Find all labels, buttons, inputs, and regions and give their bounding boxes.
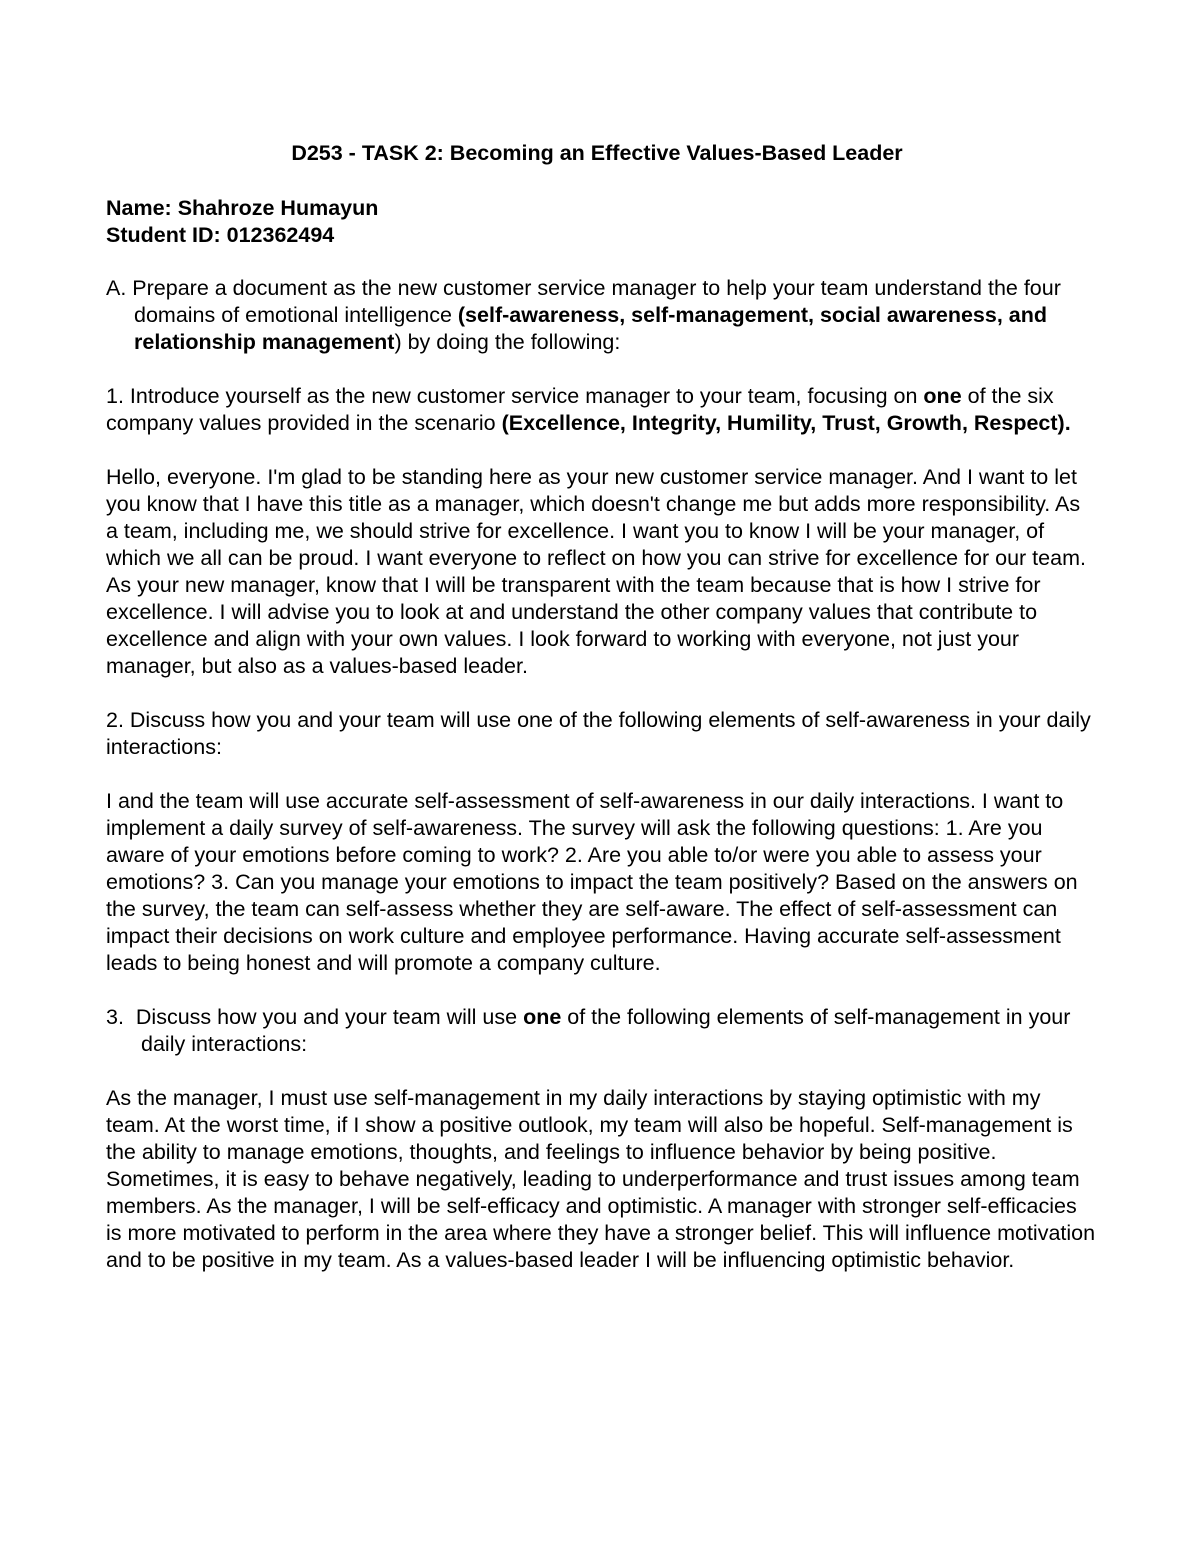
student-name: Name: Shahroze Humayun xyxy=(106,196,379,220)
question-1-text: 1. Introduce yourself as the new customer service manager to your team, focusing on xyxy=(106,384,924,408)
question-1-values: (Excellence, Integrity, Humility, Trust, Growth, Respect). xyxy=(501,411,1071,435)
answer-1: Hello, everyone. I'm glad to be standing here as your new customer service manager. And I want to let you know that I have this title as a manager, which doesn't change me but adds more responsibility. As a team, including me, we should strive for excellence. I want you to know I will be your manager, of which we all can be proud. I want everyone to reflect on how you can strive for excellence for our team. As your new manager, know that I will be transparent with the team because that is how I strive for excellence. I will advise you to look at and understand the other company values that contribute to excellence and align with your own values. I look forward to working with everyone, not just your manager, but also as a values-based leader. xyxy=(106,465,1086,678)
question-1 xyxy=(106,383,1096,437)
student-info xyxy=(106,195,1096,249)
document-page xyxy=(106,140,1096,1274)
question-1-emphasis: one xyxy=(923,384,962,408)
section-a-prompt xyxy=(106,275,1096,356)
question-2: 2. Discuss how you and your team will use one of the following elements of self-awareness in your daily interactions: xyxy=(106,708,1091,759)
question-3-suffix: of the following elements of self-management in your daily interactions: xyxy=(141,1005,1071,1056)
answer-3: As the manager, I must use self-management in my daily interactions by staying optimistic with my team. At the worst time, if I show a positive outlook, my team will also be hopeful. Self-management is the ability to manage emotions, thoughts, and feelings to influence behavior by being positive. Sometimes, it is easy to behave negatively, leading to underperformance and trust issues among team members. As the manager, I will be self-efficacy and optimistic. A manager with stronger self-efficacies is more motivated to perform in the area where they have a stronger belief. This will influence motivation and to be positive in my team. As a values-based leader I will be influencing optimistic behavior. xyxy=(106,1086,1096,1272)
answer-2: I and the team will use accurate self-assessment of self-awareness in our daily interactions. I want to implement a daily survey of self-awareness. The survey will ask the following questions: 1. Are you aware of your emotions before coming to work? 2. Are you able to/or were you able to assess your emotions? 3. Can you manage your emotions to impact the team positively? Based on the answers on the survey, the team can self-assess whether they are self-aware. The effect of self-assessment can impact their decisions on work culture and employee performance. Having accurate self-assessment leads to being honest and will promote a company culture. xyxy=(106,789,1078,975)
student-id: Student ID: 012362494 xyxy=(106,223,335,247)
section-a-suffix: ) by doing the following: xyxy=(394,330,621,354)
question-3-number: 3. xyxy=(106,1005,124,1029)
question-3 xyxy=(106,1004,1096,1058)
page-title: D253 - TASK 2: Becoming an Effective Values-Based Leader xyxy=(291,141,903,165)
question-3-text: Discuss how you and your team will use xyxy=(135,1005,524,1029)
section-a-domains: (self-awareness, self-management, social awareness, and relationship management xyxy=(134,303,1048,354)
section-a-text: A. Prepare a document as the new customer service manager to help your team understand the four domains of emotional intelligence xyxy=(106,276,1061,327)
question-3-emphasis: one xyxy=(523,1005,562,1029)
question-1-middle: of the six company values provided in the scenario xyxy=(106,384,1054,435)
